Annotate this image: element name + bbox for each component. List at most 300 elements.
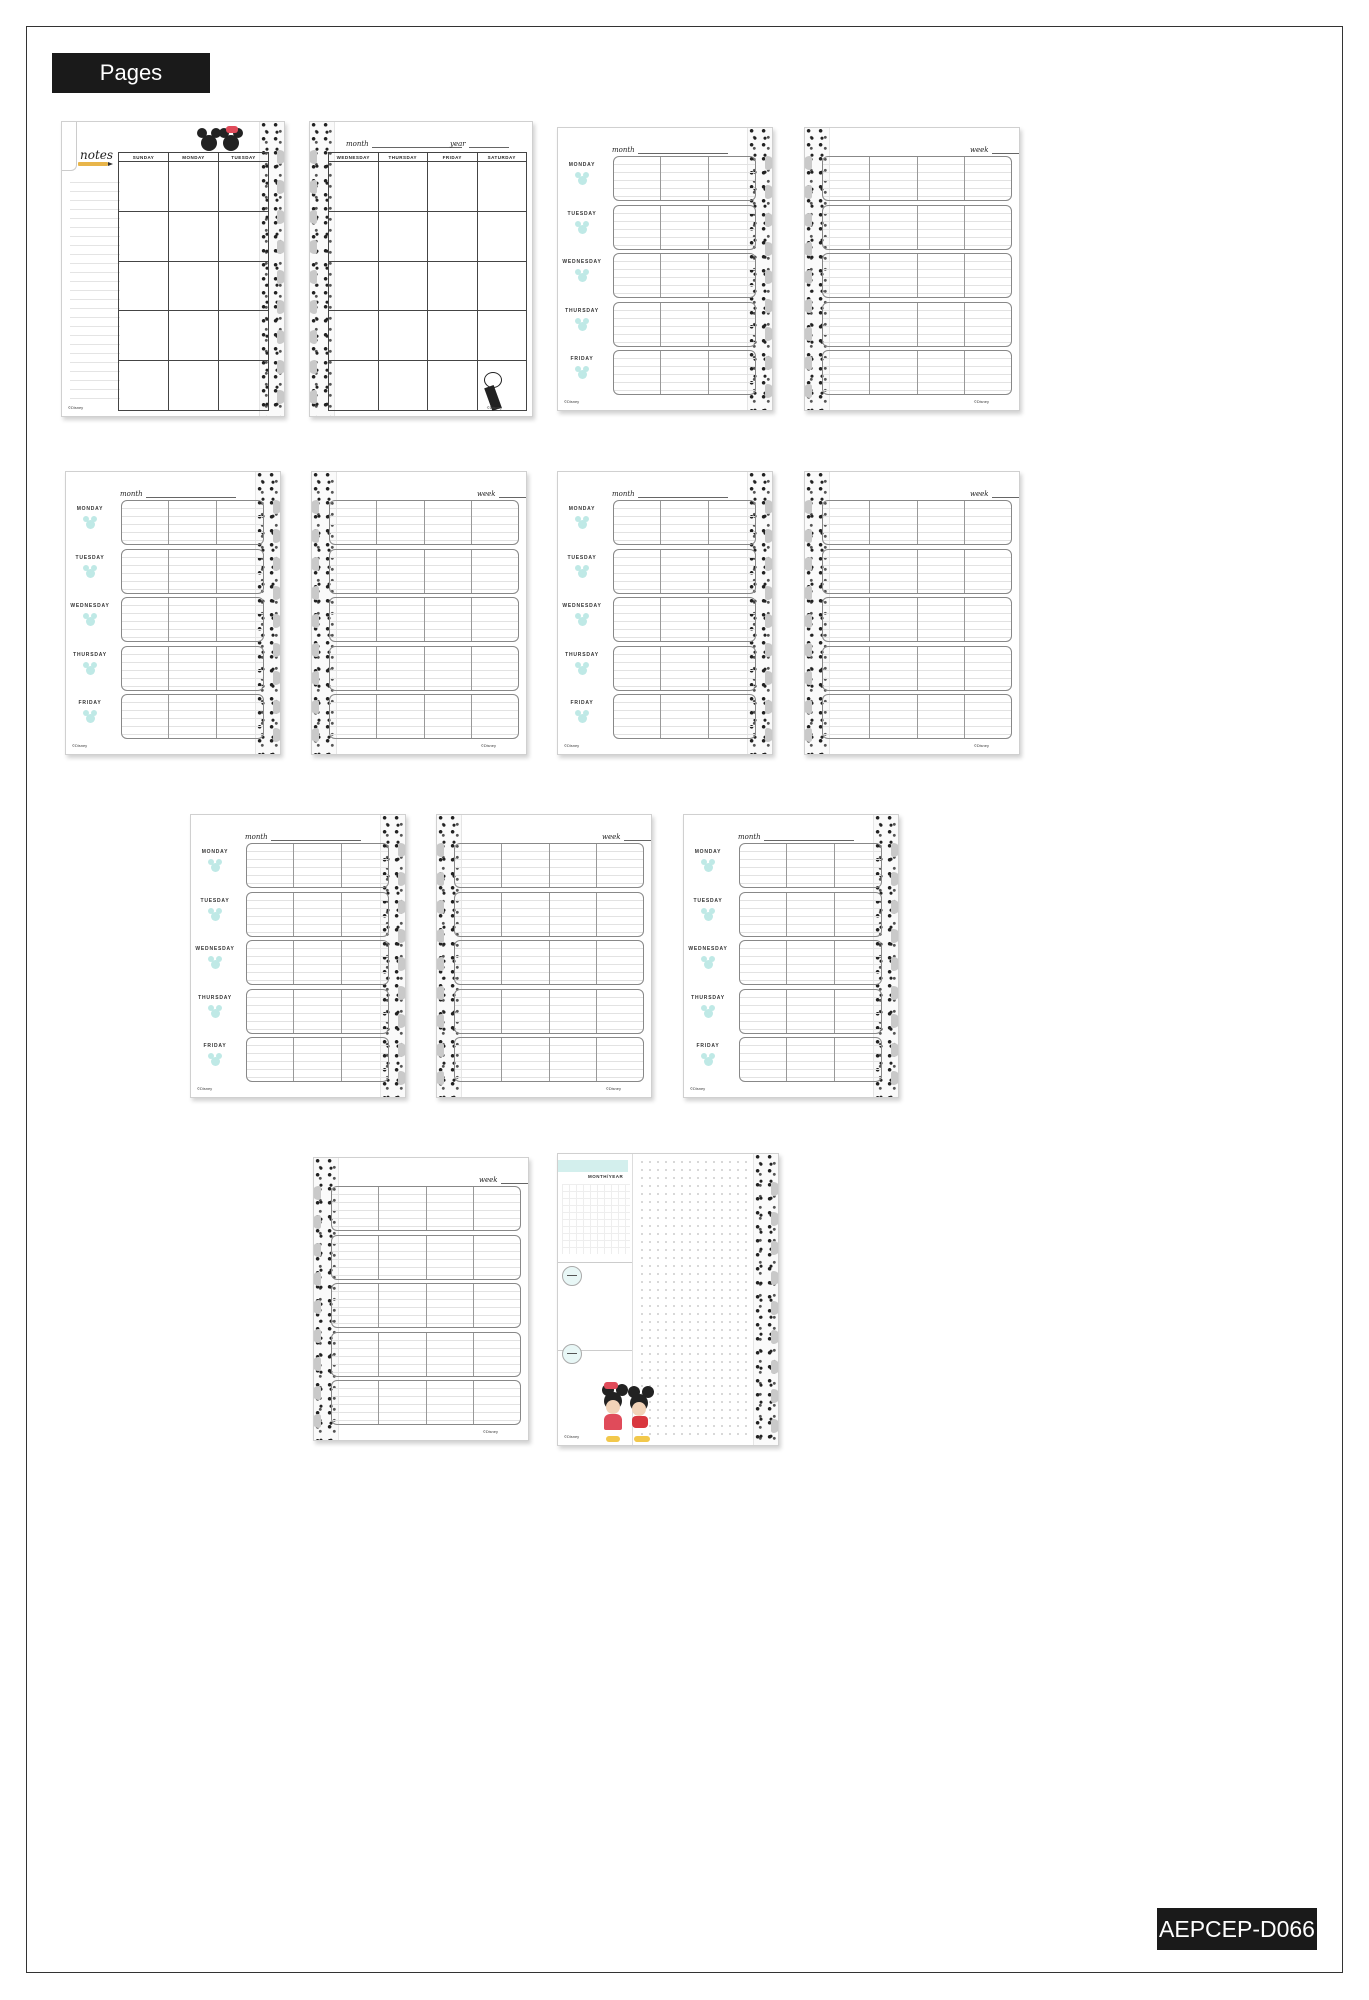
- weekday-row: [246, 843, 389, 888]
- day-column: [965, 254, 1011, 297]
- day-row: [822, 597, 1012, 642]
- mouse-face: [578, 714, 587, 723]
- binding-ring: [765, 185, 773, 199]
- day-column: [474, 1284, 520, 1327]
- binding-ring: [771, 1330, 779, 1344]
- day-column: [377, 598, 424, 641]
- binding-ring: [311, 500, 319, 514]
- character-part: [606, 1400, 620, 1414]
- mouse-head-icon: [208, 859, 222, 873]
- day-column: [474, 1236, 520, 1279]
- week-line: [992, 146, 1020, 154]
- mouse-face: [578, 520, 587, 529]
- weekday-column: [247, 990, 294, 1033]
- day-column: [379, 1236, 426, 1279]
- weekday-column: [661, 598, 708, 641]
- weekday-column: [740, 893, 787, 936]
- day-column: [427, 1187, 474, 1230]
- month-line: [146, 490, 236, 498]
- day-column: [597, 844, 643, 887]
- binding-ring: [436, 1014, 444, 1028]
- binding-ring: [771, 1360, 779, 1374]
- weekday-column: [661, 550, 708, 593]
- day-column: [550, 844, 597, 887]
- copyright-text: ©Disney: [480, 743, 496, 748]
- day-column: [502, 1038, 549, 1081]
- weekday-column: [217, 695, 263, 738]
- binding-ring: [398, 1071, 406, 1085]
- day-column: [502, 893, 549, 936]
- day-column: [455, 844, 502, 887]
- day-column: [823, 695, 870, 738]
- binding-ring: [804, 557, 812, 571]
- day-row: [331, 1332, 521, 1377]
- month-field: [738, 833, 854, 841]
- weekday-label: THURSDAY: [565, 307, 599, 314]
- month-year-label: MONTH/YEAR: [588, 1174, 624, 1179]
- calendar-cell: [379, 162, 429, 212]
- calendar-day-header: SATURDAY: [478, 153, 528, 162]
- weekday-column: [661, 254, 708, 297]
- weekday-label: THURSDAY: [198, 994, 232, 1001]
- binding-ring: [273, 671, 281, 685]
- binding-ring: [309, 180, 317, 194]
- calendar-cell: [119, 311, 169, 361]
- day-row: [329, 694, 519, 739]
- weekday-column: [709, 695, 755, 738]
- binding-ring: [398, 1014, 406, 1028]
- weekday-column: [661, 695, 708, 738]
- day-column: [965, 157, 1011, 200]
- calendar-cell: [428, 162, 478, 212]
- day-row: [329, 646, 519, 691]
- copyright-text: ©Disney: [482, 1429, 498, 1434]
- day-column: [597, 893, 643, 936]
- binding-ring: [311, 671, 319, 685]
- binding-ring: [804, 156, 812, 170]
- day-row: [331, 1380, 521, 1425]
- weekday-row: [739, 843, 882, 888]
- binding-ring: [311, 614, 319, 628]
- weekday-row: [739, 940, 882, 985]
- weekday-column: [169, 501, 216, 544]
- mouse-head-icon: [83, 662, 97, 676]
- day-column: [455, 893, 502, 936]
- mickey-shorts: [632, 1416, 648, 1428]
- day-column: [597, 1038, 643, 1081]
- binding-ring: [771, 1419, 779, 1433]
- weekday-row: [613, 205, 756, 250]
- weekday-row: [613, 549, 756, 594]
- day-column: [330, 598, 377, 641]
- binding-ring: [309, 390, 317, 404]
- weekday-label: THURSDAY: [73, 651, 107, 658]
- day-column: [425, 598, 472, 641]
- arrow-icon: [567, 1353, 577, 1354]
- binding-ring: [313, 1386, 321, 1400]
- weekly-left-page: [683, 814, 899, 1098]
- weekday-column: [169, 647, 216, 690]
- binding-ring: [771, 1212, 779, 1226]
- binding-ring: [313, 1414, 321, 1428]
- calendar-day-header: SUNDAY: [119, 153, 169, 162]
- weekday-column: [614, 695, 661, 738]
- teal-banner: [558, 1160, 628, 1172]
- calendar-cell: [428, 212, 478, 262]
- weekday-label: MONDAY: [568, 162, 596, 168]
- calendar-cell: [329, 311, 379, 361]
- week-field: [477, 490, 527, 498]
- day-column: [918, 598, 965, 641]
- day-column: [427, 1284, 474, 1327]
- binding-ring: [273, 529, 281, 543]
- day-column: [870, 550, 917, 593]
- binding-ring: [398, 872, 406, 886]
- weekday-column: [709, 303, 755, 346]
- binding-ring: [277, 180, 285, 194]
- weekday-column: [740, 844, 787, 887]
- weekday-row: [613, 646, 756, 691]
- binding-ring: [804, 270, 812, 284]
- weekday-label: FRIDAY: [78, 700, 102, 706]
- day-column: [597, 990, 643, 1033]
- day-row: [822, 253, 1012, 298]
- copyright-text: ©Disney: [690, 1086, 706, 1091]
- copyright-text: ©Disney: [564, 743, 580, 748]
- binding-ring: [804, 356, 812, 370]
- calendar-cell: [219, 361, 269, 411]
- binding-ring: [765, 356, 773, 370]
- binding-ring: [765, 327, 773, 341]
- month-line: [764, 833, 854, 841]
- month-line: [638, 490, 728, 498]
- binding-ring: [804, 529, 812, 543]
- weekday-label: TUESDAY: [567, 554, 597, 561]
- weekday-column: [247, 941, 294, 984]
- binding-ring: [273, 728, 281, 742]
- binding-ring: [311, 529, 319, 543]
- weekday-column: [614, 254, 661, 297]
- copyright-text: ©Disney: [564, 1434, 580, 1439]
- day-column: [377, 647, 424, 690]
- day-row: [454, 843, 644, 888]
- mouse-head-icon: [701, 1053, 715, 1067]
- day-column: [474, 1333, 520, 1376]
- day-column: [472, 598, 518, 641]
- day-column: [379, 1187, 426, 1230]
- calendar-cell: [169, 262, 219, 312]
- weekday-row: [246, 940, 389, 985]
- circle-arrow-icon: [562, 1344, 582, 1364]
- weekday-row: [613, 253, 756, 298]
- binding-ring: [311, 728, 319, 742]
- calendar-cell: [329, 361, 379, 411]
- mouse-face: [86, 569, 95, 578]
- binding-ring: [277, 390, 285, 404]
- binding-ring: [313, 1272, 321, 1286]
- binding-ring: [273, 586, 281, 600]
- minnie-dress: [604, 1414, 622, 1430]
- month-label: month: [738, 833, 761, 841]
- binding-ring: [277, 330, 285, 344]
- weekday-row: [613, 694, 756, 739]
- mouse-face: [578, 225, 587, 234]
- weekday-column: [709, 351, 755, 394]
- weekday-column: [787, 844, 834, 887]
- binding-ring: [765, 586, 773, 600]
- day-column: [918, 254, 965, 297]
- weekday-column: [294, 1038, 341, 1081]
- week-line: [992, 490, 1020, 498]
- copyright-text: ©Disney: [72, 743, 88, 748]
- calendar-cell: [169, 361, 219, 411]
- mouse-head-icon: [575, 269, 589, 283]
- day-column: [965, 206, 1011, 249]
- mouse-face: [578, 569, 587, 578]
- copyright-text: ©Disney: [973, 743, 989, 748]
- copyright-text: ©Disney: [605, 1086, 621, 1091]
- calendar-cell: [379, 361, 429, 411]
- binding-ring: [765, 213, 773, 227]
- binding-ring: [804, 327, 812, 341]
- binding-ring: [765, 700, 773, 714]
- weekday-label: THURSDAY: [565, 651, 599, 658]
- weekly-right-page: [436, 814, 652, 1098]
- day-column: [379, 1284, 426, 1327]
- calendar-cell: [119, 212, 169, 262]
- binding-ring: [765, 614, 773, 628]
- day-column: [823, 351, 870, 394]
- day-column: [870, 303, 917, 346]
- product-sku: AEPCEP-D066: [1157, 1908, 1317, 1950]
- mouse-face: [704, 960, 713, 969]
- binding-ring: [891, 957, 899, 971]
- binding-ring: [309, 330, 317, 344]
- binding-ring: [771, 1389, 779, 1403]
- month-line: [271, 833, 361, 841]
- day-column: [918, 206, 965, 249]
- day-column: [427, 1333, 474, 1376]
- binding-ring: [398, 986, 406, 1000]
- mouse-face: [86, 666, 95, 675]
- weekday-column: [342, 990, 388, 1033]
- weekly-left-page: [557, 471, 773, 755]
- mouse-face: [86, 617, 95, 626]
- weekday-label: MONDAY: [568, 506, 596, 512]
- weekday-row: [246, 1037, 389, 1082]
- binding-ring: [765, 270, 773, 284]
- mouse-head-icon: [83, 710, 97, 724]
- day-column: [918, 303, 965, 346]
- binding-ring: [313, 1215, 321, 1229]
- weekday-column: [787, 990, 834, 1033]
- binding-ring: [765, 384, 773, 398]
- day-row: [822, 156, 1012, 201]
- binding-ring: [311, 586, 319, 600]
- binding-ring: [273, 614, 281, 628]
- weekday-row: [121, 500, 264, 545]
- weekday-column: [122, 647, 169, 690]
- week-field: [479, 1176, 529, 1184]
- weekly-right-page: [311, 471, 527, 755]
- day-column: [870, 206, 917, 249]
- mouse-head-icon: [208, 1005, 222, 1019]
- mouse-head-icon: [575, 318, 589, 332]
- binding-ring: [277, 300, 285, 314]
- day-column: [918, 351, 965, 394]
- mouse-head-icon: [701, 1005, 715, 1019]
- weekly-left-page: [65, 471, 281, 755]
- day-column: [965, 598, 1011, 641]
- binding-ring: [771, 1271, 779, 1285]
- day-column: [823, 206, 870, 249]
- binding-ring: [891, 1043, 899, 1057]
- mouse-head-icon: [575, 662, 589, 676]
- binding-ring: [398, 929, 406, 943]
- calendar-cell: [478, 262, 528, 312]
- weekday-column: [294, 990, 341, 1033]
- calendar-cell: [119, 262, 169, 312]
- section-line: [558, 1262, 632, 1263]
- month-label: month: [120, 490, 143, 498]
- weekday-row: [121, 694, 264, 739]
- day-row: [329, 549, 519, 594]
- weekday-column: [217, 647, 263, 690]
- day-column: [823, 254, 870, 297]
- mouse-head-icon: [208, 908, 222, 922]
- binding-ring: [804, 242, 812, 256]
- weekday-column: [787, 893, 834, 936]
- weekday-row: [739, 1037, 882, 1082]
- day-column: [918, 647, 965, 690]
- calendar-cell: [119, 361, 169, 411]
- day-column: [870, 598, 917, 641]
- mouse-head-icon: [208, 1053, 222, 1067]
- day-row: [822, 205, 1012, 250]
- month-field: [612, 146, 728, 154]
- weekday-column: [614, 206, 661, 249]
- month-label: month: [612, 490, 635, 498]
- calendar-cell: [478, 212, 528, 262]
- day-column: [550, 941, 597, 984]
- binding-ring: [398, 957, 406, 971]
- day-column: [823, 647, 870, 690]
- mouse-head-icon: [208, 956, 222, 970]
- day-row: [331, 1283, 521, 1328]
- weekday-column: [614, 598, 661, 641]
- weekday-label: TUESDAY: [75, 554, 105, 561]
- weekday-column: [614, 550, 661, 593]
- binding-ring: [804, 213, 812, 227]
- month-label: month: [245, 833, 268, 841]
- day-column: [332, 1236, 379, 1279]
- mickey-head-part: [201, 135, 217, 151]
- week-field: [970, 146, 1020, 154]
- calendar-cell: [169, 212, 219, 262]
- day-column: [870, 695, 917, 738]
- weekday-column: [122, 550, 169, 593]
- weekday-column: [122, 598, 169, 641]
- day-column: [425, 647, 472, 690]
- weekday-label: FRIDAY: [696, 1043, 720, 1049]
- day-column: [870, 647, 917, 690]
- weekday-column: [709, 647, 755, 690]
- binding-ring: [277, 150, 285, 164]
- week-label: week: [970, 146, 989, 154]
- weekday-row: [121, 549, 264, 594]
- minnie-head-part: [223, 135, 239, 151]
- weekday-column: [740, 1038, 787, 1081]
- day-column: [427, 1236, 474, 1279]
- weekday-row: [613, 156, 756, 201]
- weekday-label: MONDAY: [694, 849, 722, 855]
- weekday-label: TUESDAY: [693, 897, 723, 904]
- weekday-column: [247, 844, 294, 887]
- calendar-cell: [119, 162, 169, 212]
- mouse-face: [86, 714, 95, 723]
- binding-ring: [765, 299, 773, 313]
- day-row: [822, 549, 1012, 594]
- calendar-cell: [428, 262, 478, 312]
- weekday-label: WEDNESDAY: [195, 946, 235, 952]
- weekday-column: [217, 598, 263, 641]
- year-label: year: [450, 140, 466, 148]
- binding-ring: [398, 843, 406, 857]
- weekday-column: [835, 1038, 881, 1081]
- day-column: [330, 550, 377, 593]
- shoe: [606, 1436, 620, 1442]
- day-row: [329, 597, 519, 642]
- day-column: [377, 695, 424, 738]
- day-column: [965, 550, 1011, 593]
- weekday-column: [122, 695, 169, 738]
- day-column: [823, 157, 870, 200]
- day-column: [918, 501, 965, 544]
- day-row: [822, 646, 1012, 691]
- mouse-face: [578, 322, 587, 331]
- weekday-label: TUESDAY: [200, 897, 230, 904]
- weekly-left-page: [557, 127, 773, 411]
- week-label: week: [602, 833, 621, 841]
- binding-ring: [891, 872, 899, 886]
- day-column: [330, 501, 377, 544]
- binding-ring: [765, 671, 773, 685]
- binding-ring: [804, 299, 812, 313]
- mouse-face: [211, 1057, 220, 1066]
- weekday-column: [169, 598, 216, 641]
- binding-ring: [804, 586, 812, 600]
- copyright-text: ©Disney: [973, 399, 989, 404]
- binding-ring: [311, 557, 319, 571]
- binding-ring: [313, 1243, 321, 1257]
- binding-ring: [436, 1043, 444, 1057]
- day-column: [823, 598, 870, 641]
- binding-ring: [311, 700, 319, 714]
- day-column: [502, 844, 549, 887]
- mouse-head-icon: [83, 613, 97, 627]
- day-column: [474, 1187, 520, 1230]
- weekday-column: [217, 501, 263, 544]
- day-column: [918, 695, 965, 738]
- weekday-column: [294, 844, 341, 887]
- weekday-label: FRIDAY: [570, 700, 594, 706]
- binding-ring: [771, 1301, 779, 1315]
- day-column: [425, 501, 472, 544]
- mouse-face: [578, 666, 587, 675]
- weekday-column: [787, 941, 834, 984]
- day-column: [425, 550, 472, 593]
- binding-ring: [765, 643, 773, 657]
